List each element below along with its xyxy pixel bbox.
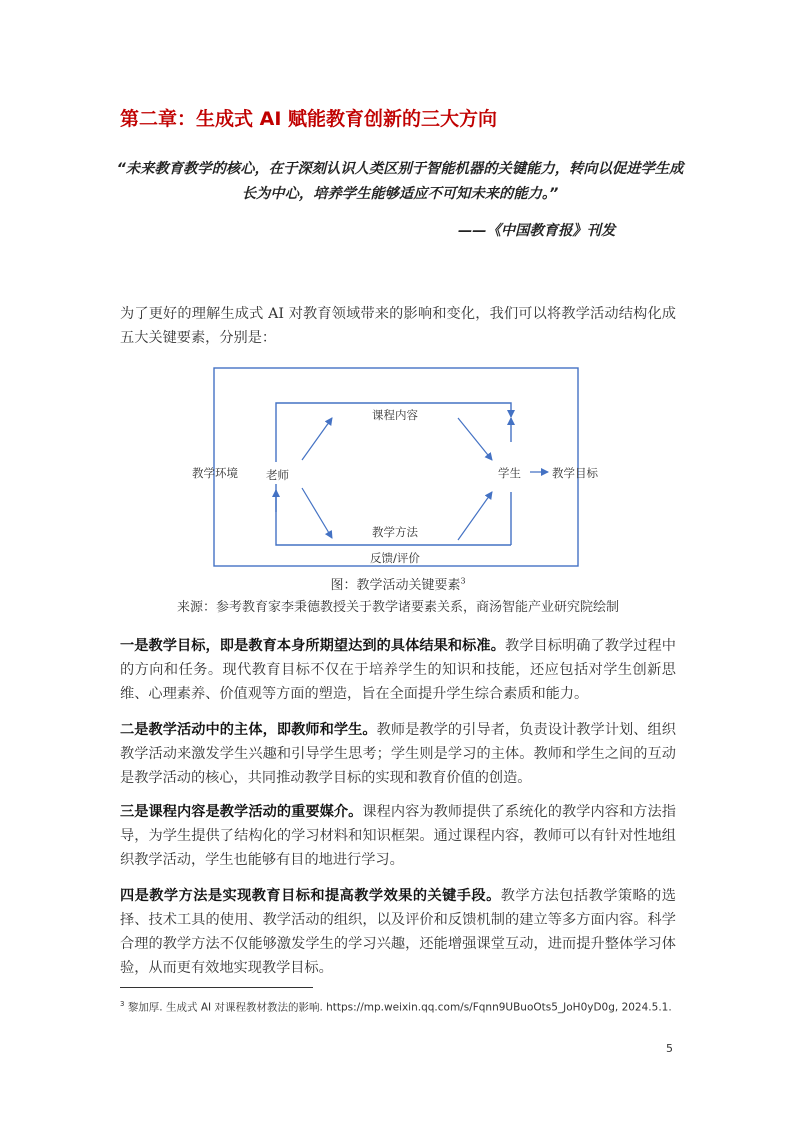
- intro-paragraph: 为了更好的理解生成式 AI 对教育领域带来的影响和变化，我们可以将教学活动结构化成五大关键要素，分别是：: [120, 306, 676, 346]
- arrow-teacher-method: [302, 488, 332, 538]
- quote-text: “未来教育教学的核心，在于深刻认识人类区别于智能机器的关键能力，转向以促进学生成长为中心，培养学生能够适应不可知未来的能力。”: [116, 161, 684, 202]
- quote-source: ——《中国教育报》刊发: [458, 223, 616, 239]
- footnote-divider: [120, 987, 313, 988]
- label-goal: 教学目标: [552, 466, 598, 480]
- teaching-elements-diagram: [180, 362, 600, 572]
- label-content: 课程内容: [372, 408, 418, 422]
- paragraph-method: 四是教学方法是实现教育目标和提高教学效果的关键手段。教学方法包括教学策略的选择、技术工具的使用、教学活动的组织，以及评价和反馈机制的建立等多方面内容。科学合理的教学方法不仅能够激发学生的学习兴趣，还能增强课堂互动，进而提升整体学习体验，从而更有效地实现教学目标。: [120, 888, 676, 976]
- paragraph-subjects: 二是教学活动中的主体，即教师和学生。教师是教学的引导者，负责设计教学计划、组织教学活动来激发学生兴趣和引导学生思考；学生则是学习的主体。教师和学生之间的互动是教学活动的核心，共同推动教学目标的实现和教育价值的创造。: [120, 722, 676, 786]
- figure-caption: 图：教学活动关键要素$^3$: [330, 576, 466, 593]
- arrow-content-student: [458, 418, 492, 460]
- label-teacher: 老师: [266, 468, 289, 482]
- arrow-teacher-content: [302, 418, 332, 460]
- page-number: 5: [666, 1042, 673, 1055]
- figure-source: 来源：参考教育家李秉德教授关于教学诸要素关系，商汤智能产业研究院绘制: [176, 600, 619, 615]
- label-method: 教学方法: [372, 525, 418, 539]
- label-feedback: 反馈/评价: [370, 551, 420, 565]
- paragraph-content: 三是课程内容是教学活动的重要媒介。课程内容为教师提供了系统化的教学内容和方法指导，为学生提供了结构化的学习材料和知识框架。通过课程内容，教师可以有针对性地组织教学活动，学生也能够有目的地进行学习。: [120, 804, 676, 868]
- chapter-title: 第二章：生成式 AI 赋能教育创新的三大方向: [120, 108, 498, 130]
- arrow-method-student: [458, 492, 492, 540]
- label-student: 学生: [498, 466, 521, 480]
- label-env: 教学环境: [192, 466, 238, 480]
- paragraph-goal: 一是教学目标，即是教育本身所期望达到的具体结果和标准。教学目标明确了教学过程中的方向和任务。现代教育目标不仅在于培养学生的知识和技能，还应包括对学生创新思维、心理素养、价值观等方面的塑造，旨在全面提升学生综合素质和能力。: [120, 638, 676, 702]
- footnote: $^3$ 黎加厚. 生成式 AI 对课程教材教法的影响. https://mp.weixin.qq.com/s/Fqnn9UBuoOts5_JoH0yD0g, 2024.5.1.: [120, 1000, 672, 1014]
